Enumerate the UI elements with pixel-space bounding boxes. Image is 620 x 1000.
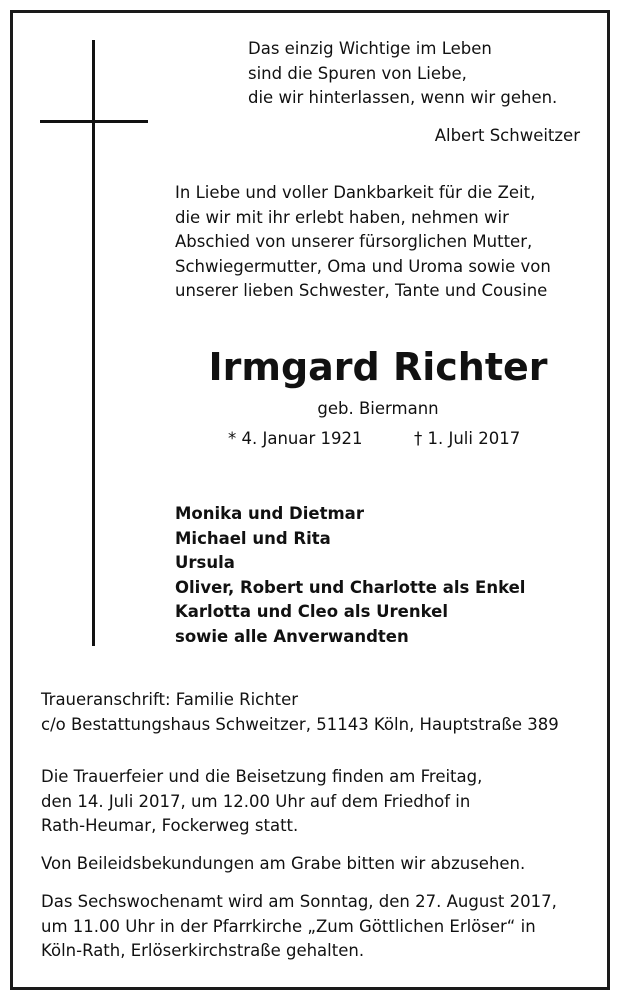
birth-date: * 4. Januar 1921 (228, 429, 363, 448)
condolence-note: Von Beileidsbekundungen am Grabe bitten wir abzusehen. (41, 854, 526, 873)
service-line: Die Trauerfeier und die Beisetzung finden am Freitag, (41, 767, 483, 786)
mourning-address (41, 688, 559, 737)
cross-vertical-bar (92, 40, 95, 646)
intro-line: unserer lieben Schwester, Tante und Cousine (175, 281, 548, 300)
deceased-name: Irmgard Richter (208, 345, 548, 389)
service-line: Rath-Heumar, Fockerweg statt. (41, 816, 299, 835)
funeral-service-info (41, 765, 482, 839)
mourner-entry: Oliver, Robert und Charlotte als Enkel (175, 577, 526, 597)
address-line: c/o Bestattungshaus Schweitzer, 51143 Köln, Hauptstraße 389 (41, 714, 559, 734)
intro-line: In Liebe und voller Dankbarkeit für die Zeit, (175, 183, 536, 202)
mourner-entry: Karlotta und Cleo als Urenkel (175, 602, 448, 621)
notice-border (10, 10, 610, 990)
quote-text (248, 37, 557, 111)
quote-line: sind die Spuren von Liebe, (248, 63, 467, 83)
mass-line: Das Sechswochenamt wird am Sonntag, den 27. August 2017, (41, 892, 557, 911)
intro-line: Abschied von unserer fürsorglichen Mutter, (175, 232, 533, 251)
mourner-entry: sowie alle Anverwandten (175, 626, 409, 646)
service-line: den 14. Juli 2017, um 12.00 Uhr auf dem Friedhof in (41, 791, 471, 811)
maiden-name: geb. Biermann (317, 399, 439, 418)
quote-line: die wir hinterlassen, wenn wir gehen. (248, 88, 558, 107)
mass-line: um 11.00 Uhr in der Pfarrkirche „Zum Göttlichen Erlöser“ in (41, 916, 536, 936)
mourner-entry: Monika und Dietmar (175, 504, 364, 523)
quote-line: Das einzig Wichtige im Leben (248, 39, 492, 58)
intro-text (175, 181, 551, 304)
mourner-entry: Ursula (175, 553, 235, 572)
cross-horizontal-bar (40, 120, 148, 123)
memorial-mass-info (41, 890, 557, 964)
intro-line: die wir mit ihr erlebt haben, nehmen wir (175, 207, 509, 227)
mourner-entry: Michael und Rita (175, 528, 331, 548)
address-line: Traueranschrift: Familie Richter (41, 690, 299, 709)
intro-line: Schwiegermutter, Oma und Uroma sowie von (175, 256, 551, 276)
mourners-list (175, 502, 525, 649)
mass-line: Köln-Rath, Erlöserkirchstraße gehalten. (41, 941, 365, 960)
death-date: † 1. Juli 2017 (414, 429, 521, 448)
quote-author: Albert Schweitzer (434, 126, 580, 145)
